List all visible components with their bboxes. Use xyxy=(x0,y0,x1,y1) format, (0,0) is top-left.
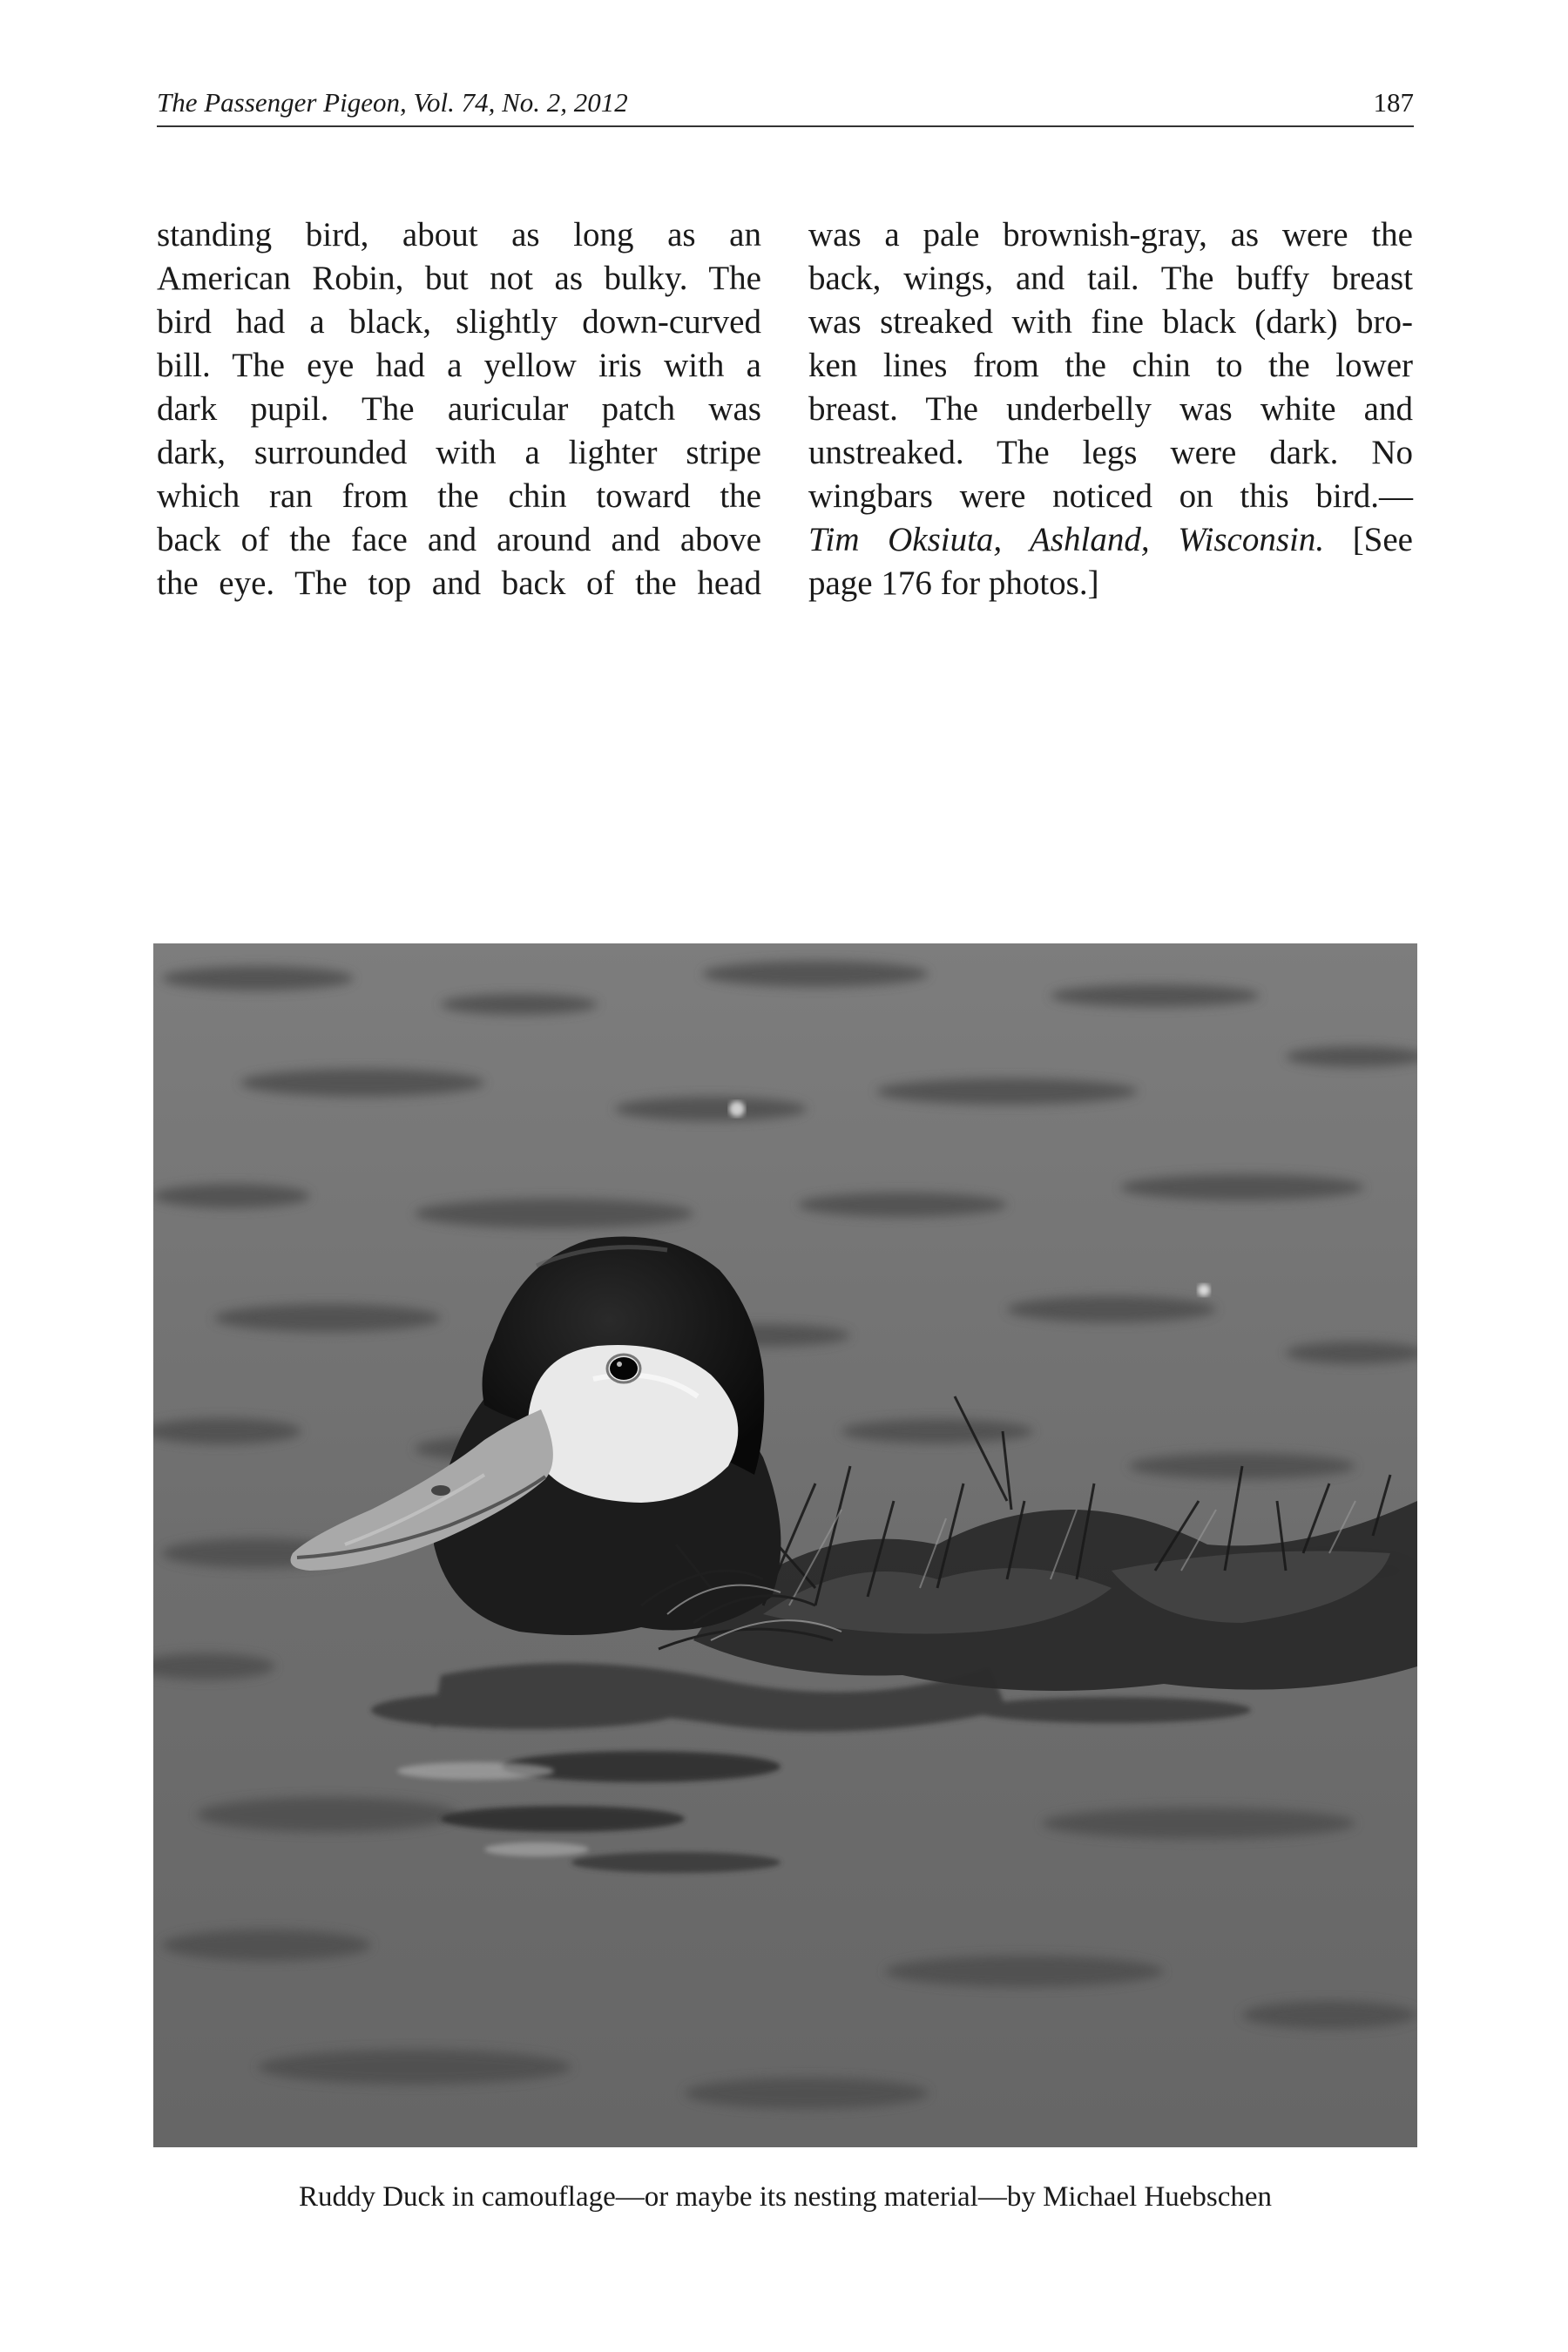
signature-tail: [See xyxy=(1324,521,1413,558)
running-head xyxy=(157,84,1414,122)
text-line: page 176 for photos.] xyxy=(808,564,1099,602)
text-line: was streaked with fine black (dark) bro- xyxy=(808,303,1413,341)
left-text-column xyxy=(157,213,761,605)
text-line: American Robin, but not as bulky. The xyxy=(157,260,761,297)
header-rule xyxy=(157,125,1414,127)
author-signature: Tim Oksiuta, Ashland, Wisconsin. xyxy=(808,521,1325,558)
text-line: bird had a black, slightly down-curved xyxy=(157,303,761,341)
text-line: was a pale brownish-gray, as were the xyxy=(808,216,1413,253)
text-line: standing bird, about as long as an xyxy=(157,216,761,253)
text-line: breast. The underbelly was white and xyxy=(808,390,1413,428)
text-line: back, wings, and tail. The buffy breast xyxy=(808,260,1413,297)
text-line: ken lines from the chin to the lower xyxy=(808,347,1413,384)
text-line: wingbars were noticed on this bird.— xyxy=(808,477,1413,515)
figure-caption: Ruddy Duck in camouflage—or maybe its nesting material—by Michael Huebschen xyxy=(298,2181,1273,2213)
text-line: unstreaked. The legs were dark. No xyxy=(808,434,1413,471)
text-line: dark pupil. The auricular patch was xyxy=(157,390,761,428)
journal-title: The Passenger Pigeon, Vol. 74, No. 2, 2012 xyxy=(157,87,628,118)
right-text-column xyxy=(808,213,1413,605)
signature-line xyxy=(808,518,1413,562)
page-number: 187 xyxy=(1373,87,1414,118)
ruddy-duck-photo xyxy=(153,943,1417,2147)
text-line: dark, surrounded with a lighter stripe xyxy=(157,434,761,471)
text-line: back of the face and around and above xyxy=(157,521,761,558)
text-line: the eye. The top and back of the head xyxy=(157,564,761,602)
text-line: bill. The eye had a yellow iris with a xyxy=(157,347,761,384)
text-line: which ran from the chin toward the xyxy=(157,477,761,515)
